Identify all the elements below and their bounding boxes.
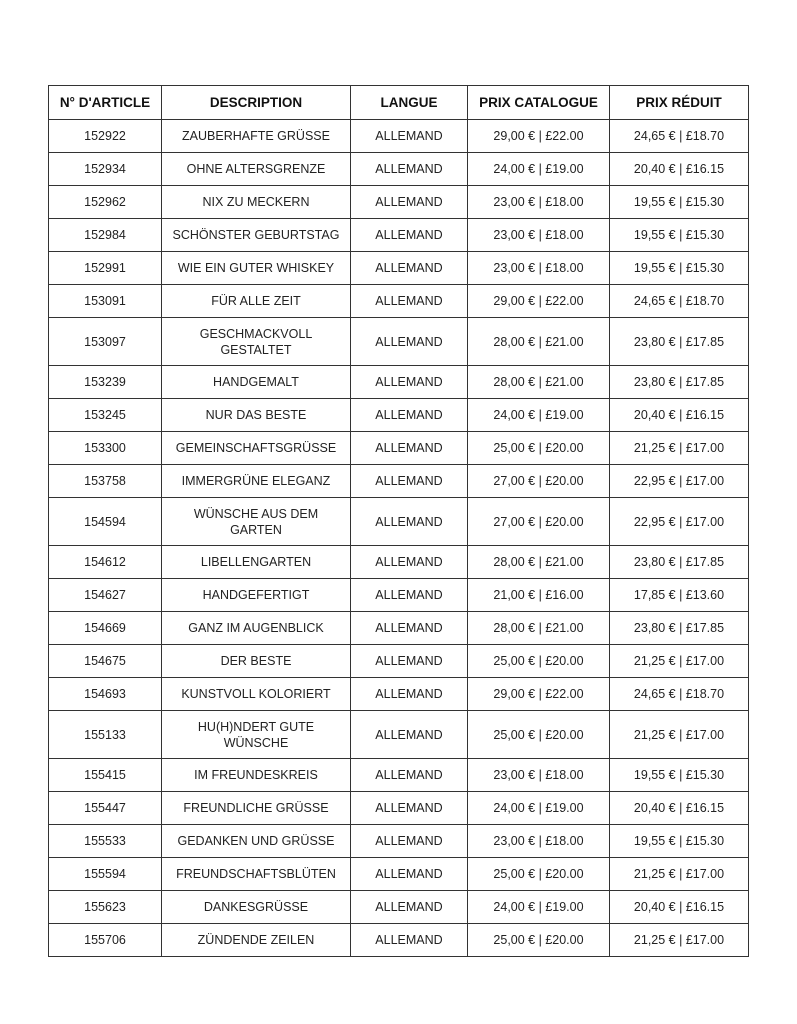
language-cell: ALLEMAND — [351, 120, 468, 153]
table-row — [49, 645, 749, 678]
article-number-cell: 154594 — [49, 498, 162, 546]
language-cell: ALLEMAND — [351, 366, 468, 399]
reduced-price-cell: 19,55 € | £15.30 — [610, 252, 749, 285]
article-number-cell: 152922 — [49, 120, 162, 153]
table-row — [49, 825, 749, 858]
reduced-price-cell: 19,55 € | £15.30 — [610, 186, 749, 219]
description-cell: FREUNDSCHAFTSBLÜTEN — [162, 858, 351, 891]
table-row — [49, 891, 749, 924]
article-number-cell: 154669 — [49, 612, 162, 645]
reduced-price-cell: 19,55 € | £15.30 — [610, 759, 749, 792]
language-cell: ALLEMAND — [351, 645, 468, 678]
table-row — [49, 498, 749, 546]
catalog-price-cell: 24,00 € | £19.00 — [468, 399, 610, 432]
article-number-cell: 154675 — [49, 645, 162, 678]
article-number-cell: 153239 — [49, 366, 162, 399]
table-row — [49, 759, 749, 792]
reduced-price-cell: 22,95 € | £17.00 — [610, 498, 749, 546]
catalog-price-cell: 23,00 € | £18.00 — [468, 825, 610, 858]
reduced-price-cell: 17,85 € | £13.60 — [610, 579, 749, 612]
language-cell: ALLEMAND — [351, 498, 468, 546]
table-row — [49, 186, 749, 219]
article-number-cell: 155447 — [49, 792, 162, 825]
reduced-price-cell: 23,80 € | £17.85 — [610, 318, 749, 366]
article-number-cell: 152934 — [49, 153, 162, 186]
description-cell: GEDANKEN UND GRÜSSE — [162, 825, 351, 858]
catalog-price-cell: 25,00 € | £20.00 — [468, 432, 610, 465]
description-cell: WÜNSCHE AUS DEM GARTEN — [162, 498, 351, 546]
article-number-cell: 153758 — [49, 465, 162, 498]
language-cell: ALLEMAND — [351, 186, 468, 219]
description-cell: DER BESTE — [162, 645, 351, 678]
table-row — [49, 318, 749, 366]
catalog-price-cell: 23,00 € | £18.00 — [468, 186, 610, 219]
table-row — [49, 120, 749, 153]
table-row — [49, 219, 749, 252]
reduced-price-cell: 23,80 € | £17.85 — [610, 366, 749, 399]
catalog-price-cell: 24,00 € | £19.00 — [468, 153, 610, 186]
description-cell: OHNE ALTERSGRENZE — [162, 153, 351, 186]
description-cell: HU(H)NDERT GUTE WÜNSCHE — [162, 711, 351, 759]
reduced-price-cell: 24,65 € | £18.70 — [610, 120, 749, 153]
reduced-price-cell: 20,40 € | £16.15 — [610, 399, 749, 432]
catalog-price-cell: 24,00 € | £19.00 — [468, 792, 610, 825]
article-number-cell: 154693 — [49, 678, 162, 711]
table-row — [49, 399, 749, 432]
article-number-cell: 155533 — [49, 825, 162, 858]
language-cell: ALLEMAND — [351, 612, 468, 645]
reduced-price-cell: 20,40 € | £16.15 — [610, 891, 749, 924]
language-cell: ALLEMAND — [351, 825, 468, 858]
language-cell: ALLEMAND — [351, 252, 468, 285]
description-cell: WIE EIN GUTER WHISKEY — [162, 252, 351, 285]
table-row — [49, 924, 749, 957]
reduced-price-cell: 21,25 € | £17.00 — [610, 924, 749, 957]
table-row — [49, 366, 749, 399]
reduced-price-cell: 21,25 € | £17.00 — [610, 711, 749, 759]
catalog-price-cell: 24,00 € | £19.00 — [468, 891, 610, 924]
description-cell: HANDGEFERTIGT — [162, 579, 351, 612]
table-header — [49, 86, 749, 120]
table-row — [49, 711, 749, 759]
article-number-cell: 153091 — [49, 285, 162, 318]
catalog-price-cell: 29,00 € | £22.00 — [468, 120, 610, 153]
catalog-price-cell: 29,00 € | £22.00 — [468, 285, 610, 318]
reduced-price-cell: 20,40 € | £16.15 — [610, 792, 749, 825]
table-row — [49, 285, 749, 318]
table-row — [49, 678, 749, 711]
language-cell: ALLEMAND — [351, 432, 468, 465]
catalog-price-cell: 25,00 € | £20.00 — [468, 858, 610, 891]
reduced-price-cell: 23,80 € | £17.85 — [610, 612, 749, 645]
description-cell: KUNSTVOLL KOLORIERT — [162, 678, 351, 711]
description-cell: DANKESGRÜSSE — [162, 891, 351, 924]
article-number-cell: 152991 — [49, 252, 162, 285]
description-cell: IM FREUNDESKREIS — [162, 759, 351, 792]
description-cell: FREUNDLICHE GRÜSSE — [162, 792, 351, 825]
language-cell: ALLEMAND — [351, 891, 468, 924]
header-row — [49, 86, 749, 120]
description-cell: ZAUBERHAFTE GRÜSSE — [162, 120, 351, 153]
reduced-price-cell: 20,40 € | £16.15 — [610, 153, 749, 186]
article-number-cell: 152984 — [49, 219, 162, 252]
price-table — [48, 85, 749, 957]
reduced-price-cell: 21,25 € | £17.00 — [610, 432, 749, 465]
description-cell: LIBELLENGARTEN — [162, 546, 351, 579]
catalog-price-cell: 28,00 € | £21.00 — [468, 318, 610, 366]
table-row — [49, 153, 749, 186]
table-row — [49, 432, 749, 465]
reduced-price-cell: 23,80 € | £17.85 — [610, 546, 749, 579]
language-cell: ALLEMAND — [351, 546, 468, 579]
article-number-cell: 155415 — [49, 759, 162, 792]
article-number-cell: 153097 — [49, 318, 162, 366]
catalog-price-cell: 29,00 € | £22.00 — [468, 678, 610, 711]
header-catalog-price: PRIX CATALOGUE — [468, 86, 610, 120]
catalog-price-cell: 23,00 € | £18.00 — [468, 252, 610, 285]
catalog-price-cell: 28,00 € | £21.00 — [468, 546, 610, 579]
table-row — [49, 792, 749, 825]
article-number-cell: 155623 — [49, 891, 162, 924]
description-cell: IMMERGRÜNE ELEGANZ — [162, 465, 351, 498]
table-row — [49, 612, 749, 645]
header-article-number: N° D'ARTICLE — [49, 86, 162, 120]
article-number-cell: 154612 — [49, 546, 162, 579]
description-cell: NUR DAS BESTE — [162, 399, 351, 432]
article-number-cell: 155133 — [49, 711, 162, 759]
reduced-price-cell: 24,65 € | £18.70 — [610, 678, 749, 711]
language-cell: ALLEMAND — [351, 924, 468, 957]
catalog-price-cell: 27,00 € | £20.00 — [468, 498, 610, 546]
catalog-price-cell: 25,00 € | £20.00 — [468, 645, 610, 678]
reduced-price-cell: 19,55 € | £15.30 — [610, 219, 749, 252]
catalog-price-cell: 23,00 € | £18.00 — [468, 219, 610, 252]
reduced-price-cell: 19,55 € | £15.30 — [610, 825, 749, 858]
language-cell: ALLEMAND — [351, 711, 468, 759]
description-cell: SCHÖNSTER GEBURTSTAG — [162, 219, 351, 252]
reduced-price-cell: 21,25 € | £17.00 — [610, 645, 749, 678]
description-cell: FÜR ALLE ZEIT — [162, 285, 351, 318]
table-row — [49, 858, 749, 891]
language-cell: ALLEMAND — [351, 858, 468, 891]
language-cell: ALLEMAND — [351, 285, 468, 318]
article-number-cell: 154627 — [49, 579, 162, 612]
description-cell: GEMEINSCHAFTSGRÜSSE — [162, 432, 351, 465]
description-cell: NIX ZU MECKERN — [162, 186, 351, 219]
article-number-cell: 152962 — [49, 186, 162, 219]
catalog-price-cell: 28,00 € | £21.00 — [468, 366, 610, 399]
catalog-price-cell: 27,00 € | £20.00 — [468, 465, 610, 498]
language-cell: ALLEMAND — [351, 399, 468, 432]
catalog-price-cell: 23,00 € | £18.00 — [468, 759, 610, 792]
header-description: DESCRIPTION — [162, 86, 351, 120]
description-cell: HANDGEMALT — [162, 366, 351, 399]
language-cell: ALLEMAND — [351, 318, 468, 366]
header-reduced-price: PRIX RÉDUIT — [610, 86, 749, 120]
table-row — [49, 252, 749, 285]
language-cell: ALLEMAND — [351, 792, 468, 825]
header-language: LANGUE — [351, 86, 468, 120]
language-cell: ALLEMAND — [351, 678, 468, 711]
description-cell: ZÜNDENDE ZEILEN — [162, 924, 351, 957]
reduced-price-cell: 24,65 € | £18.70 — [610, 285, 749, 318]
article-number-cell: 153300 — [49, 432, 162, 465]
table-row — [49, 579, 749, 612]
reduced-price-cell: 21,25 € | £17.00 — [610, 858, 749, 891]
language-cell: ALLEMAND — [351, 153, 468, 186]
catalog-price-cell: 21,00 € | £16.00 — [468, 579, 610, 612]
table-body — [49, 120, 749, 957]
catalog-price-cell: 28,00 € | £21.00 — [468, 612, 610, 645]
table-row — [49, 465, 749, 498]
article-number-cell: 153245 — [49, 399, 162, 432]
article-number-cell: 155594 — [49, 858, 162, 891]
language-cell: ALLEMAND — [351, 579, 468, 612]
reduced-price-cell: 22,95 € | £17.00 — [610, 465, 749, 498]
catalog-price-cell: 25,00 € | £20.00 — [468, 924, 610, 957]
language-cell: ALLEMAND — [351, 759, 468, 792]
description-cell: GESCHMACKVOLL GESTALTET — [162, 318, 351, 366]
table-row — [49, 546, 749, 579]
description-cell: GANZ IM AUGENBLICK — [162, 612, 351, 645]
catalog-price-cell: 25,00 € | £20.00 — [468, 711, 610, 759]
language-cell: ALLEMAND — [351, 465, 468, 498]
article-number-cell: 155706 — [49, 924, 162, 957]
language-cell: ALLEMAND — [351, 219, 468, 252]
